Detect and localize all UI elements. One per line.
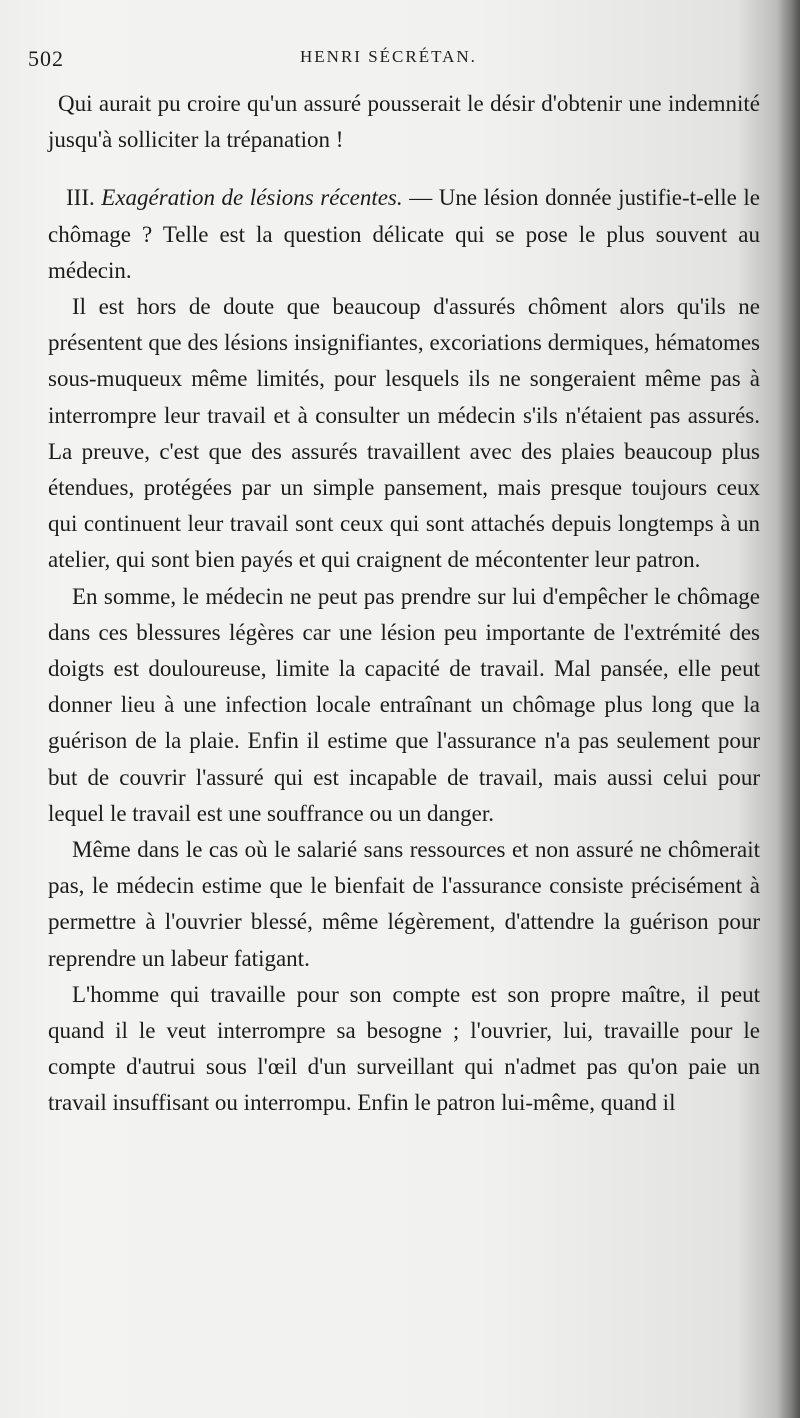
section-number: III. — [66, 185, 95, 211]
paragraph-hors-de-doute: Il est hors de doute que beaucoup d'assurés chôment alors qu'ils ne présentent que des lésions insignifiantes, excoriations dermiques, hématomes sous-muqueux même limités, pour lesquels ils ne songeraient même pas à interrompre leur travail et à consulter un médecin s'ils n'étaient pas assurés. La preuve, c'est que des assurés travaillent avec des plaies beaucoup plus étendues, protégées par un simple pansement, mais presque toujours ceux qui continuent leur travail sont ceux qui sont attachés depuis longtemps à un atelier, qui sont bien payés et qui craignent de mécontenter leur patron. — [48, 294, 760, 573]
section-title: Exagération de lésions récentes. — [101, 185, 403, 211]
paragraph-meme-dans-le-cas: Même dans le cas où le salarié sans ressources et non assuré ne chômerait pas, le médecin estime que le bienfait de l'assurance consiste précisément à permettre à l'ouvrier blessé, même légèrement, d'attendre la guérison pour reprendre un labeur fatigant. — [48, 837, 760, 971]
page-header — [28, 42, 768, 72]
running-head: HENRI SÉCRÉTAN. — [300, 47, 477, 66]
paragraph-trepanation: Qui aurait pu croire qu'un assuré pousserait le désir d'obtenir une indemnité jusqu'à solliciter la trépanation ! — [48, 91, 760, 153]
section-heading-paragraph — [48, 180, 760, 289]
section-intro-text: — Une lésion donnée justifie-t-elle le chômage ? Telle est la question délicate qui se pose le plus souvent au médecin. — [48, 185, 761, 283]
book-spine-shadow — [778, 0, 800, 1418]
page-number: 502 — [28, 46, 64, 71]
paragraph-en-somme: En somme, le médecin ne peut pas prendre sur lui d'empêcher le chômage dans ces blessures légères car une lésion peu importante de l'extrémité des doigts est douloureuse, limite la capacité de travail. Mal pansée, elle peut donner lieu à une infection locale entraînant un chômage plus long que la guérison de la plaie. Enfin il estime que l'assurance n'a pas seulement pour but de couvrir l'assuré qui est incapable de travail, mais aussi celui pour lequel le travail est une souffrance ou un danger. — [48, 583, 760, 826]
body-text — [48, 86, 760, 1122]
paragraph-l-homme-qui-travaille: L'homme qui travaille pour son compte est son propre maître, il peut quand il le veut interrompre sa besogne ; l'ouvrier, lui, travaille pour le compte d'autrui sous l'œil d'un surveillant qui n'admet pas qu'on paie un travail insuffisant ou interrompu. Enfin le patron lui-même, quand il — [48, 981, 760, 1116]
